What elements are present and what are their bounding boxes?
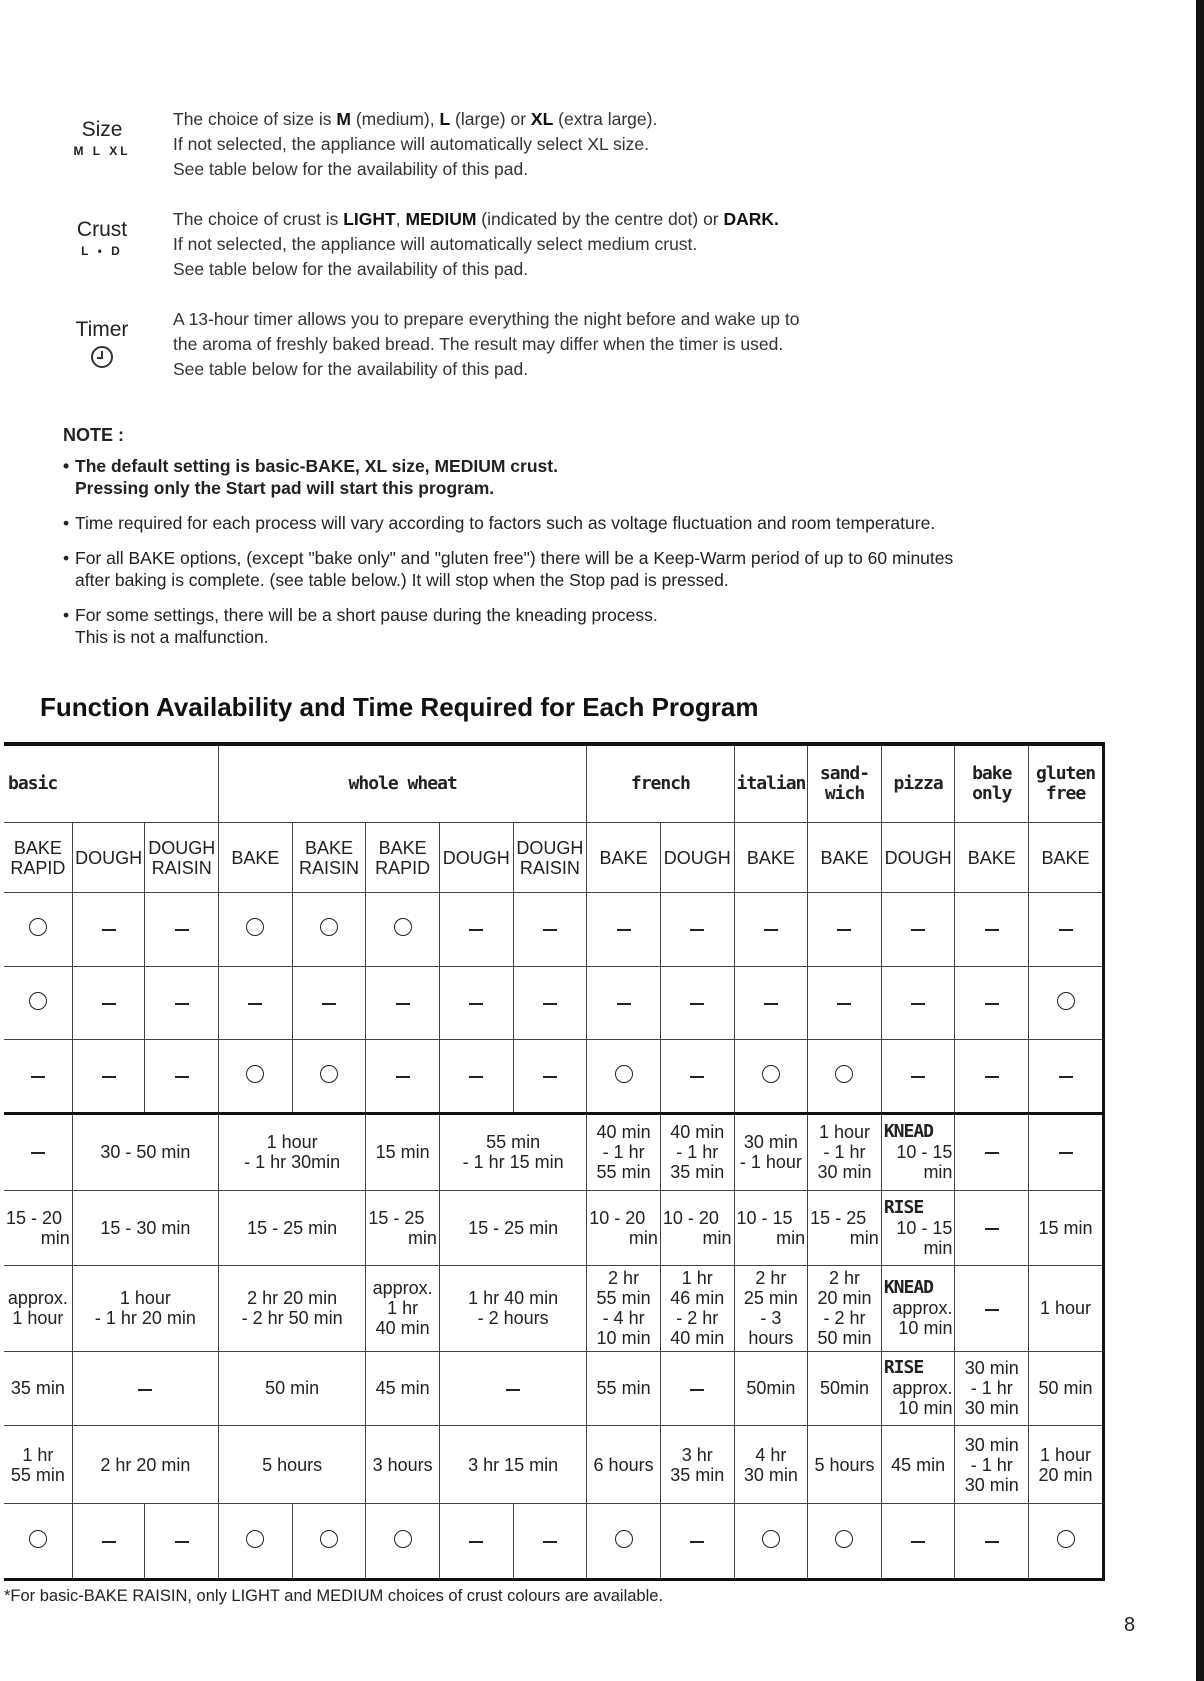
category-bakeonly: bake only xyxy=(955,744,1029,823)
time-cell: 45 min xyxy=(366,1351,440,1426)
time-cell xyxy=(881,1351,955,1426)
time-cell: 3 hr 15 min xyxy=(439,1426,586,1504)
time-cell: 30 - 50 min xyxy=(72,1113,218,1190)
circle-icon xyxy=(246,1065,264,1083)
time-cell: 30 min - 1 hr 30 min xyxy=(955,1426,1029,1504)
dash-icon xyxy=(1059,1152,1073,1154)
dash-icon xyxy=(543,1003,557,1005)
dash-icon xyxy=(322,1003,336,1005)
mode-label: BAKE xyxy=(955,823,1029,892)
dash-icon xyxy=(175,929,189,931)
available-mark xyxy=(219,1504,293,1580)
time-cell xyxy=(660,1190,734,1266)
time-cell xyxy=(4,1190,72,1266)
unavailable-mark xyxy=(366,1040,440,1114)
pad-sub-label: L • D xyxy=(81,244,123,258)
dash-icon xyxy=(175,1003,189,1005)
unavailable-mark xyxy=(513,892,587,966)
dash-icon xyxy=(102,929,116,931)
time-cell: 1 hr 55 min xyxy=(4,1426,72,1504)
available-mark xyxy=(808,1504,882,1580)
mode-label: DOUGH xyxy=(439,823,513,892)
time-cell: 2 hr 55 min - 4 hr 10 min xyxy=(587,1266,661,1351)
available-mark xyxy=(366,892,440,966)
note-item: • For all BAKE options, (except "bake only" and "gluten free") there will be a Keep-Warm period of up to 60 minutes after baking is complete. (see table below.) It will stop when the Stop pad is pressed. xyxy=(63,547,1103,591)
unavailable-mark xyxy=(439,1504,513,1580)
time-cell: approx. 1 hour xyxy=(4,1266,72,1351)
unavailable-mark xyxy=(808,892,882,966)
pizza-phase-time: approx. 10 min xyxy=(892,1298,953,1339)
dash-icon xyxy=(690,1389,704,1391)
unavailable-mark xyxy=(881,892,955,966)
dash-icon xyxy=(764,929,778,931)
time-cell: 50min xyxy=(808,1351,882,1426)
unavailable-mark xyxy=(513,1504,587,1580)
circle-icon xyxy=(246,1530,264,1548)
time-row xyxy=(4,1351,1104,1426)
unavailable-mark xyxy=(660,966,734,1040)
time-cell: 15 min xyxy=(366,1113,440,1190)
time-unit: min xyxy=(776,1228,806,1248)
time-cell: 2 hr 20 min - 2 hr 50 min xyxy=(808,1266,882,1351)
dash-icon xyxy=(690,929,704,931)
time-unit: min xyxy=(407,1228,437,1248)
time-cell: 5 hours xyxy=(808,1426,882,1504)
time-cell: 5 hours xyxy=(219,1426,366,1504)
available-mark xyxy=(219,1040,293,1114)
unavailable-mark xyxy=(145,1040,219,1114)
time-cell xyxy=(439,1351,586,1426)
circle-icon xyxy=(394,918,412,936)
unavailable-mark xyxy=(4,1040,72,1114)
unavailable-mark xyxy=(955,1040,1029,1114)
dash-icon xyxy=(690,1076,704,1078)
available-mark xyxy=(1029,966,1104,1040)
available-mark xyxy=(4,892,72,966)
dash-icon xyxy=(102,1076,116,1078)
circle-icon xyxy=(1057,992,1075,1010)
time-cell: 30 min - 1 hour xyxy=(734,1113,808,1190)
time-cell xyxy=(881,1190,955,1266)
circle-icon xyxy=(835,1530,853,1548)
unavailable-mark xyxy=(1029,892,1104,966)
time-cell: 45 min xyxy=(881,1426,955,1504)
note-item: • The default setting is basic-BAKE, XL size, MEDIUM crust. Pressing only the Start pad will start this program. xyxy=(63,455,1103,499)
dash-icon xyxy=(31,1152,45,1154)
available-mark xyxy=(4,1504,72,1580)
pad-size xyxy=(62,118,142,158)
dash-icon xyxy=(506,1389,520,1391)
time-cell: 50 min xyxy=(219,1351,366,1426)
section-title: Function Availability and Time Required for Each Program xyxy=(40,692,759,722)
time-cell xyxy=(808,1190,882,1266)
mode-label: DOUGH xyxy=(881,823,955,892)
unavailable-mark xyxy=(1029,1040,1104,1114)
circle-icon xyxy=(394,1530,412,1548)
circle-icon xyxy=(615,1530,633,1548)
unavailable-mark xyxy=(955,892,1029,966)
circle-icon xyxy=(29,992,47,1010)
dash-icon xyxy=(617,929,631,931)
pad-crust xyxy=(62,218,142,258)
availability-row xyxy=(4,966,1104,1040)
note-item: • Time required for each process will vary according to factors such as voltage fluctuation and room temperature. xyxy=(63,512,1103,534)
mode-label: BAKE RAPID xyxy=(4,823,72,892)
available-mark xyxy=(4,966,72,1040)
dash-icon xyxy=(911,929,925,931)
time-cell: 40 min - 1 hr 35 min xyxy=(660,1113,734,1190)
available-mark xyxy=(219,892,293,966)
dash-icon xyxy=(31,1076,45,1078)
time-unit: min xyxy=(702,1228,732,1248)
time-cell xyxy=(4,1113,72,1190)
time-cell: 15 min xyxy=(1029,1190,1104,1266)
time-cell: 3 hr 35 min xyxy=(660,1426,734,1504)
dash-icon xyxy=(1059,1076,1073,1078)
unavailable-mark xyxy=(660,892,734,966)
available-mark xyxy=(292,1040,366,1114)
mode-label: BAKE xyxy=(587,823,661,892)
dash-icon xyxy=(102,1003,116,1005)
notes-list xyxy=(63,455,1103,661)
mode-label: DOUGH xyxy=(72,823,145,892)
pad-description: The choice of size is M (medium), L (large) or XL (extra large). If not selected, the appliance will automatically select XL size. See table below for the availability of this pad. xyxy=(173,109,658,179)
dash-icon xyxy=(690,1003,704,1005)
time-cell xyxy=(881,1113,955,1190)
time-unit: min xyxy=(40,1228,70,1248)
time-cell: 40 min - 1 hr 55 min xyxy=(587,1113,661,1190)
available-mark xyxy=(292,1504,366,1580)
time-cell xyxy=(955,1113,1029,1190)
note-title: NOTE : xyxy=(63,425,124,445)
dash-icon xyxy=(764,1003,778,1005)
unavailable-mark xyxy=(145,892,219,966)
time-range: 15 - 25 xyxy=(810,1208,867,1228)
dash-icon xyxy=(248,1003,262,1005)
unavailable-mark xyxy=(513,1040,587,1114)
dash-icon xyxy=(837,929,851,931)
time-range: 10 - 20 xyxy=(589,1208,646,1228)
time-cell: 35 min xyxy=(4,1351,72,1426)
pad-name: Crust xyxy=(76,218,128,241)
dash-icon xyxy=(102,1541,116,1543)
time-unit: min xyxy=(628,1228,658,1248)
unavailable-mark xyxy=(145,966,219,1040)
dash-icon xyxy=(985,1076,999,1078)
unavailable-mark xyxy=(881,1040,955,1114)
unavailable-mark xyxy=(72,1504,145,1580)
category-row xyxy=(4,744,1104,823)
time-row xyxy=(4,1190,1104,1266)
category-sandwich: sand- wich xyxy=(808,744,882,823)
category-pizza: pizza xyxy=(881,744,955,823)
time-row xyxy=(4,1266,1104,1351)
pizza-phase-label: RISE xyxy=(883,1357,924,1379)
time-row xyxy=(4,1113,1104,1190)
available-mark xyxy=(1029,1504,1104,1580)
pizza-phase-label: RISE xyxy=(883,1197,924,1218)
pad-sub-label: M L XL xyxy=(73,144,131,158)
dash-icon xyxy=(985,929,999,931)
mode-row xyxy=(4,823,1104,892)
time-cell: 2 hr 20 min - 2 hr 50 min xyxy=(219,1266,366,1351)
mode-label: DOUGH xyxy=(660,823,734,892)
time-cell: 55 min - 1 hr 15 min xyxy=(439,1113,586,1190)
category-basic: basic xyxy=(4,744,219,823)
footnote: *For basic-BAKE RAISIN, only LIGHT and MEDIUM choices of crust colours are available. xyxy=(4,1587,664,1605)
available-mark xyxy=(292,892,366,966)
pad-description: A 13-hour timer allows you to prepare everything the night before and wake up to the aroma of freshly baked bread. The result may differ when the timer is used. See table below for the availability of this pad. xyxy=(173,309,800,379)
dash-icon xyxy=(985,1309,999,1311)
time-range: 15 - 20 xyxy=(6,1208,63,1228)
mode-label: BAKE xyxy=(734,823,808,892)
unavailable-mark xyxy=(439,1040,513,1114)
time-cell: 55 min xyxy=(587,1351,661,1426)
time-cell: 15 - 25 min xyxy=(439,1190,586,1266)
circle-icon xyxy=(320,1065,338,1083)
unavailable-mark xyxy=(72,1040,145,1114)
time-cell: 2 hr 25 min - 3 hours xyxy=(734,1266,808,1351)
available-mark xyxy=(808,1040,882,1114)
time-row xyxy=(4,1426,1104,1504)
time-cell xyxy=(366,1190,440,1266)
note-item: • For some settings, there will be a short pause during the kneading process. This is not a malfunction. xyxy=(63,604,1103,648)
time-cell: 50 min xyxy=(1029,1351,1104,1426)
available-mark xyxy=(366,1504,440,1580)
circle-icon xyxy=(29,918,47,936)
unavailable-mark xyxy=(808,966,882,1040)
circle-icon xyxy=(762,1530,780,1548)
dash-icon xyxy=(396,1003,410,1005)
time-cell: 30 min - 1 hr 30 min xyxy=(955,1351,1029,1426)
circle-icon xyxy=(615,1065,633,1083)
time-cell: 15 - 30 min xyxy=(72,1190,218,1266)
available-mark xyxy=(587,1040,661,1114)
pad-name: Size xyxy=(81,118,123,141)
mode-label: BAKE xyxy=(808,823,882,892)
page-edge-bar xyxy=(1196,0,1204,1681)
pizza-phase-label: KNEAD xyxy=(883,1277,933,1299)
dash-icon xyxy=(985,1228,999,1230)
time-cell xyxy=(734,1190,808,1266)
time-cell: 1 hr 46 min - 2 hr 40 min xyxy=(660,1266,734,1351)
pizza-phase-time: 10 - 15 min xyxy=(896,1218,953,1258)
unavailable-mark xyxy=(660,1504,734,1580)
pizza-phase-time: 10 - 15 min xyxy=(896,1142,953,1183)
mode-label: BAKE RAPID xyxy=(366,823,440,892)
time-cell: 15 - 25 min xyxy=(219,1190,366,1266)
unavailable-mark xyxy=(439,966,513,1040)
dash-icon xyxy=(690,1541,704,1543)
available-mark xyxy=(734,1040,808,1114)
time-cell: 1 hour - 1 hr 20 min xyxy=(72,1266,218,1351)
time-cell xyxy=(955,1190,1029,1266)
keep-warm-row xyxy=(4,1504,1104,1580)
circle-icon xyxy=(1057,1530,1075,1548)
unavailable-mark xyxy=(219,966,293,1040)
unavailable-mark xyxy=(366,966,440,1040)
available-mark xyxy=(587,1504,661,1580)
category-french: french xyxy=(587,744,734,823)
unavailable-mark xyxy=(955,966,1029,1040)
time-range: 15 - 25 xyxy=(368,1208,425,1228)
dash-icon xyxy=(985,1152,999,1154)
dash-icon xyxy=(837,1003,851,1005)
time-cell: 1 hr 40 min - 2 hours xyxy=(439,1266,586,1351)
category-wholewheat: whole wheat xyxy=(219,744,587,823)
time-cell xyxy=(72,1351,218,1426)
dash-icon xyxy=(175,1076,189,1078)
unavailable-mark xyxy=(72,966,145,1040)
time-cell: 1 hour - 1 hr 30 min xyxy=(808,1113,882,1190)
unavailable-mark xyxy=(955,1504,1029,1580)
time-cell: 1 hour xyxy=(1029,1266,1104,1351)
category-italian: italian xyxy=(734,744,808,823)
circle-icon xyxy=(320,1530,338,1548)
unavailable-mark xyxy=(587,892,661,966)
time-unit: min xyxy=(849,1228,879,1248)
pizza-phase-label: KNEAD xyxy=(883,1121,933,1143)
dash-icon xyxy=(985,1003,999,1005)
page-number: 8 xyxy=(1124,1614,1136,1636)
time-cell: 1 hour 20 min xyxy=(1029,1426,1104,1504)
circle-icon xyxy=(835,1065,853,1083)
category-glutenfree: gluten free xyxy=(1029,744,1104,823)
circle-icon xyxy=(29,1530,47,1548)
dash-icon xyxy=(469,1003,483,1005)
time-range: 10 - 15 xyxy=(736,1208,793,1228)
dash-icon xyxy=(469,929,483,931)
pad-description: The choice of crust is LIGHT, MEDIUM (indicated by the centre dot) or DARK. If not selected, the appliance will automatically select medium crust. See table below for the availability of this pad. xyxy=(173,209,779,279)
mode-label: DOUGH RAISIN xyxy=(145,823,219,892)
dash-icon xyxy=(138,1389,152,1391)
mode-label: BAKE xyxy=(1029,823,1104,892)
time-cell: 2 hr 20 min xyxy=(72,1426,218,1504)
dash-icon xyxy=(985,1541,999,1543)
available-mark xyxy=(734,1504,808,1580)
dash-icon xyxy=(469,1076,483,1078)
pad-timer xyxy=(62,318,142,373)
dash-icon xyxy=(543,1076,557,1078)
unavailable-mark xyxy=(660,1040,734,1114)
clock-icon xyxy=(91,346,113,368)
pizza-phase-time: approx. 10 min xyxy=(892,1378,953,1419)
availability-row xyxy=(4,1040,1104,1114)
unavailable-mark xyxy=(881,1504,955,1580)
unavailable-mark xyxy=(145,1504,219,1580)
time-cell: 1 hour - 1 hr 30min xyxy=(219,1113,366,1190)
mode-label: BAKE xyxy=(219,823,293,892)
unavailable-mark xyxy=(734,892,808,966)
dash-icon xyxy=(911,1076,925,1078)
time-cell xyxy=(881,1266,955,1351)
dash-icon xyxy=(175,1541,189,1543)
time-cell xyxy=(660,1351,734,1426)
dash-icon xyxy=(911,1003,925,1005)
time-cell xyxy=(1029,1113,1104,1190)
unavailable-mark xyxy=(734,966,808,1040)
time-cell: 4 hr 30 min xyxy=(734,1426,808,1504)
time-cell: 3 hours xyxy=(366,1426,440,1504)
time-range: 10 - 20 xyxy=(662,1208,719,1228)
time-cell: 6 hours xyxy=(587,1426,661,1504)
dash-icon xyxy=(543,929,557,931)
dash-icon xyxy=(1059,929,1073,931)
dash-icon xyxy=(396,1076,410,1078)
mode-label: DOUGH RAISIN xyxy=(513,823,587,892)
circle-icon xyxy=(246,918,264,936)
time-cell: approx. 1 hr 40 min xyxy=(366,1266,440,1351)
pad-name: Timer xyxy=(75,318,129,341)
unavailable-mark xyxy=(439,892,513,966)
unavailable-mark xyxy=(881,966,955,1040)
time-cell xyxy=(955,1266,1029,1351)
unavailable-mark xyxy=(513,966,587,1040)
dash-icon xyxy=(469,1541,483,1543)
unavailable-mark xyxy=(292,966,366,1040)
circle-icon xyxy=(320,918,338,936)
dash-icon xyxy=(911,1541,925,1543)
function-availability-table xyxy=(4,742,1105,1581)
unavailable-mark xyxy=(587,966,661,1040)
dash-icon xyxy=(617,1003,631,1005)
mode-label: BAKE RAISIN xyxy=(292,823,366,892)
dash-icon xyxy=(543,1541,557,1543)
availability-row xyxy=(4,892,1104,966)
time-cell xyxy=(587,1190,661,1266)
unavailable-mark xyxy=(72,892,145,966)
circle-icon xyxy=(762,1065,780,1083)
time-cell: 50min xyxy=(734,1351,808,1426)
